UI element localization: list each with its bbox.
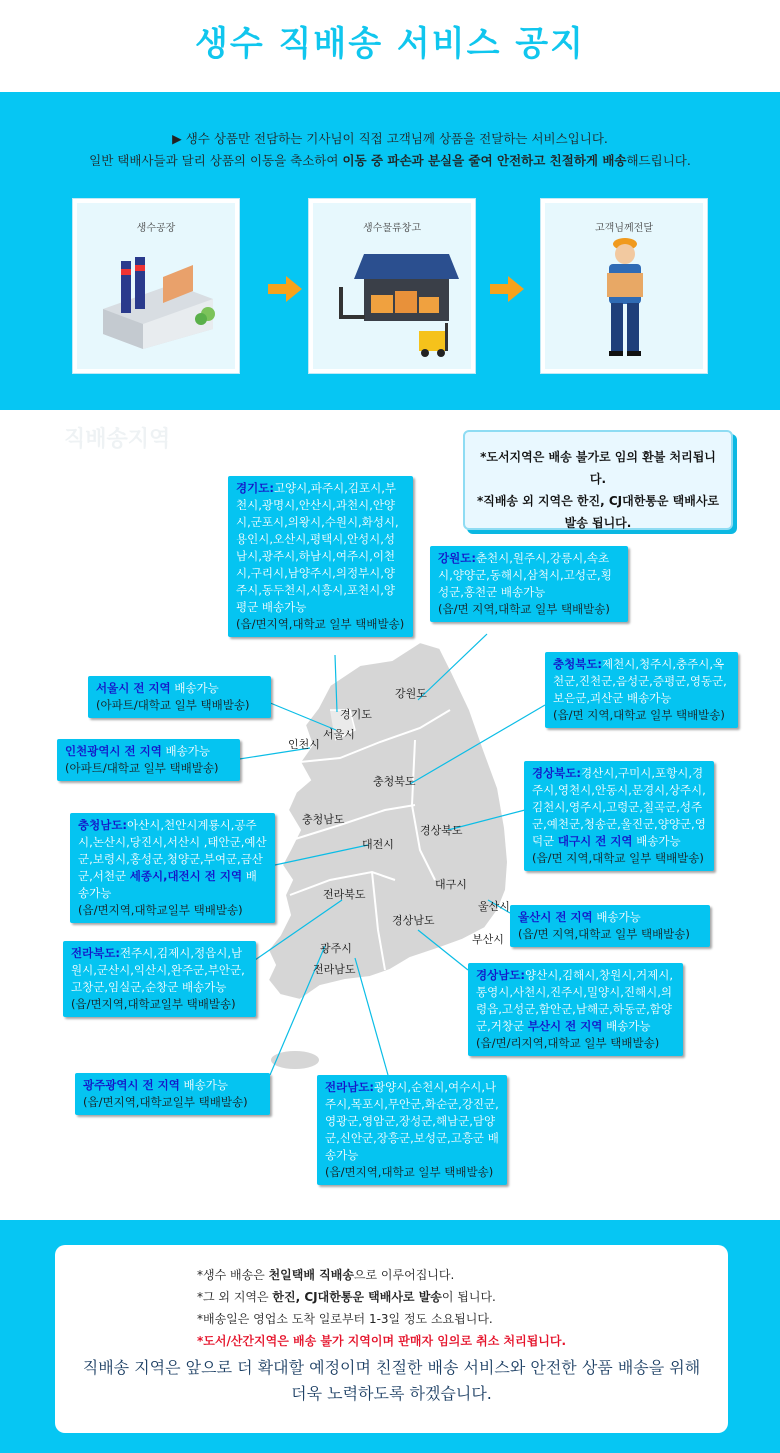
city-label: 강원도 bbox=[395, 687, 427, 700]
region-jeonnam: 전라남도:광양시,순천시,여수시,나주시,목포시,무안군,화순군,강진군,영광군,영암군,장성군,해남군,담양군,신안군,장흥군,보성군,고흥군 배송가능 (읍/면지역,대학교 일부 택배발송) bbox=[317, 1075, 507, 1185]
section-watermark: 직배송지역 bbox=[64, 427, 171, 452]
city-label: 광주시 bbox=[320, 942, 352, 955]
city-label: 울산시 bbox=[478, 900, 510, 913]
notice-box bbox=[463, 430, 733, 530]
flow-label: 생수공장 bbox=[136, 223, 176, 234]
city-label: 서울시 bbox=[323, 728, 355, 741]
region-chungbuk: 충청북도:제천시,청주시,충주시,옥천군,진천군,음성군,증평군,영동군,보은군,괴산군 배송가능 (읍/면 지역,대학교 일부 택배발송) bbox=[545, 652, 738, 728]
region-gyeonggi: 경기도:고양시,파주시,김포시,부천시,광명시,안산시,과천시,안양시,군포시,의왕시,수원시,화성시,용인시,오산시,평택시,안성시,성남시,광주시,하남시,여주시,이천시,구리시,남양주시,의정부시,양주시,동두천시,시흥시,포천시,양평군 배송가능 (읍/면지역,대학교 일부 택배발송) bbox=[228, 476, 413, 637]
region-gwangju: 광주광역시 전 지역 배송가능 (읍/면지역,대학교일부 택배발송) bbox=[75, 1073, 270, 1115]
footer-line: *그 외 지역은 한진, CJ대한통운 택배사로 발송이 됩니다. bbox=[197, 1290, 496, 1304]
region-gangwon: 강원도:춘천시,원주시,강릉시,속초시,양양군,동해시,삼척시,고성군,횡성군,홍천군 배송가능 (읍/면 지역,대학교 일부 택배발송) bbox=[430, 546, 628, 622]
intro-line-2: 일반 택배사들과 달리 상품의 이동을 축소하여 이동 중 파손과 분실을 줄여 안전하고 친절하게 배송해드립니다. bbox=[89, 153, 691, 168]
page-title: 생수 직배송 서비스 공지 bbox=[0, 0, 780, 92]
intro-text bbox=[0, 128, 780, 172]
region-chungnam: 충청남도:아산시,천안시계룡시,공주시,논산시,당진시,서산시 ,태안군,예산군,보령시,홍성군,청양군,부여군,금산군,서천군 세종시,대전시 전 지역 배송가능 (읍/면지역,대학교일부 택배발송) bbox=[70, 813, 275, 923]
factory-icon bbox=[73, 199, 241, 375]
footer-line: *도서/산간지역은 배송 불가 지역이며 판매자 임의로 취소 처리됩니다. bbox=[197, 1334, 567, 1348]
footer-line: *생수 배송은 천일택배 직배송으로 이루어집니다. bbox=[197, 1268, 455, 1282]
closing-message: 직배송 지역은 앞으로 더 확대할 예정이며 친절한 배송 서비스와 안전한 상품 배송을 위해 더욱 노력하도록 하겠습니다. bbox=[82, 1358, 701, 1403]
arrow-right-icon bbox=[490, 276, 524, 302]
notice-line: *직배송 외 지역은 한진, CJ대한통운 택배사로 발송 됩니다. bbox=[476, 494, 720, 530]
city-label: 경상남도 bbox=[392, 914, 435, 927]
flow-step-customer bbox=[540, 198, 708, 374]
flow-step-factory bbox=[72, 198, 240, 374]
city-label: 전라남도 bbox=[313, 963, 356, 976]
intro-line-1: ▶ 생수 상품만 전담하는 기사님이 직접 고객님께 상품을 전달하는 서비스입니다. bbox=[172, 131, 608, 146]
city-label: 경기도 bbox=[340, 708, 372, 721]
region-gyeongnam: 경상남도:양산시,김해시,창원시,거제시,통영시,사천시,진주시,밀양시,진해시,의령읍,고성군,함안군,남해군,하동군,함양군,거창군 부산시 전 지역 배송가능 (읍/면/리지역,대학교 일부 택배발송) bbox=[468, 963, 683, 1056]
city-label: 충청북도 bbox=[373, 775, 416, 788]
city-label: 충청남도 bbox=[302, 813, 345, 826]
city-label: 전라북도 bbox=[323, 888, 366, 901]
city-label: 대전시 bbox=[362, 838, 394, 851]
city-label: 대구시 bbox=[435, 878, 467, 891]
city-label: 경상북도 bbox=[420, 824, 463, 837]
flow-step-warehouse bbox=[308, 198, 476, 374]
region-ulsan: 울산시 전 지역 배송가능 (읍/면 지역,대학교 일부 택배발송) bbox=[510, 905, 710, 947]
footer-line: *배송일은 영업소 도착 일로부터 1-3일 정도 소요됩니다. bbox=[197, 1312, 493, 1326]
region-seoul: 서울시 전 지역 배송가능 (아파트/대학교 일부 택배발송) bbox=[88, 676, 271, 718]
city-label: 부산시 bbox=[472, 933, 504, 946]
city-label: 인천시 bbox=[288, 738, 320, 751]
arrow-right-icon bbox=[268, 276, 302, 302]
region-incheon: 인천광역시 전 지역 배송가능 (아파트/대학교 일부 택배발송) bbox=[57, 739, 240, 781]
flow-label: 생수물류창고 bbox=[363, 223, 421, 234]
region-jeonbuk: 전라북도:전주시,김제시,정읍시,남원시,군산시,익산시,완주군,부안군,고창군,임실군,순창군 배송가능 (읍/면지역,대학교일부 택배발송) bbox=[63, 941, 256, 1017]
flow-label: 고객님께전달 bbox=[595, 223, 653, 234]
notice-line: *도서지역은 배송 불가로 임의 환불 처리됩니다. bbox=[480, 450, 716, 486]
region-gyeongbuk: 경상북도:경산시,구미시,포항시,경주시,영천시,안동시,문경시,상주시,김천시,영주시,고령군,칠곡군,성주군,예천군,청송군,울진군,양양군,영덕군 대구시 전 지역 배송가능 (읍/면 지역,대학교 일부 택배발송) bbox=[524, 761, 714, 871]
footer-notes bbox=[197, 1264, 566, 1352]
warehouse-icon bbox=[309, 199, 477, 375]
delivery-person-icon bbox=[541, 199, 709, 375]
